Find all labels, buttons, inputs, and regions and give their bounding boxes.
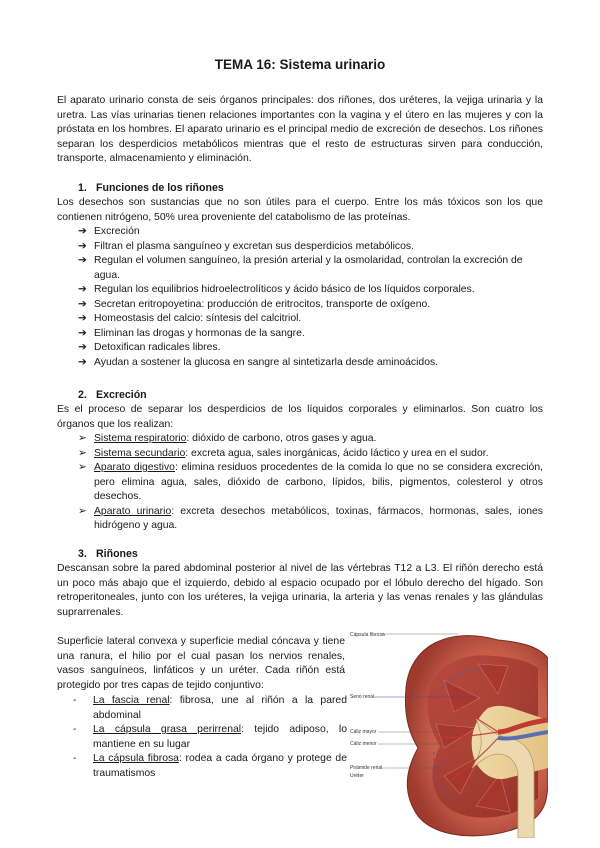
section-2-number: 2. (78, 389, 87, 401)
kidney-illustration (348, 628, 548, 838)
label-ureter: Uréter (350, 773, 364, 779)
arrow-icon: ➔ (78, 284, 87, 295)
list-item: ➢ Aparato digestivo: elimina residuos procedentes de la comida lo que no se considera excreción, pero elimina agua, sales, dióxido de carbono, lípidos, bilis, pigmentos, colesterol y otros desechos. (78, 462, 543, 502)
section-3-number: 3. (78, 548, 87, 560)
section-1-number: 1. (78, 182, 87, 194)
list-item: ➔ Secretan eritropoyetina: producción de eritrocitos, transporte de oxígeno. (78, 298, 543, 313)
list-item: ➔ Eliminan las drogas y hormonas de la sangre. (78, 327, 543, 342)
arrow-icon: ➔ (78, 240, 87, 252)
list-item: ➢ Aparato urinario: excreta desechos metabólicos, toxinas, fármacos, hormonas, sales, iones hidrógeno y agua. (78, 505, 543, 531)
arrow-icon: ➔ (78, 313, 87, 324)
page-title: TEMA 16: Sistema urinario (214, 57, 386, 72)
section-1-title: Funciones de los riñones (96, 182, 224, 194)
arrow-icon: ➔ (78, 255, 87, 266)
capsule-layers-list (57, 694, 347, 781)
arrow-icon: ➔ (78, 327, 87, 339)
section-3-text-2: Superficie lateral convexa y superficie medial cóncava y tiene una ranura, el hilio por el cual pasan los nervios renales, vasos sanguíneos, linfáticos y un uréter. Cada riñón está protegido por tres capas de tejido conjuntivo: (57, 636, 345, 691)
arrow-icon: ➔ (78, 298, 87, 310)
section-2-text: Es el proceso de separar los desperdicios de los líquidos corporales y eliminarlos. Son cuatro los órganos que los realizan: (57, 404, 543, 430)
section-3-text: Descansan sobre la pared abdominal posterior al nivel de las vértebras T12 a L3. El riñón derecho está un poco más abajo que el izquierdo, debido al espacio ocupado por el lóbulo derecho del hígado. Son retroperitoneales, junto con los uréteres, la vejiga urinaria, la arteria y las venas renales y las glándulas suprarrenales. (57, 563, 543, 618)
dash-bullet: - (73, 753, 77, 764)
label-caliz-menor: Cáliz menor (350, 741, 377, 747)
triangle-arrow-icon: ➢ (78, 462, 87, 473)
section-3-title: Riñones (96, 548, 138, 560)
triangle-arrow-icon: ➢ (78, 433, 87, 444)
triangle-arrow-icon: ➢ (78, 447, 87, 459)
list-item: ➔ Regulan los equilibrios hidroelectrolíticos y ácido básico de los líquidos corporales. (78, 283, 543, 298)
list-item: - La fascia renal: fibrosa, une al riñón a la pared abdominal (73, 695, 347, 721)
section-3-heading (78, 548, 138, 560)
excretion-organs-list (78, 432, 543, 534)
list-item: - La cápsula fibrosa: rodea a cada órgano y protege de traumatismos (73, 753, 347, 779)
section-2-title: Excreción (96, 389, 147, 401)
dash-bullet: - (73, 724, 77, 735)
functions-list (78, 225, 543, 370)
label-seno-renal: Seno renal (350, 694, 375, 700)
list-item: ➔ Homeostasis del calcio: síntesis del calcitriol. (78, 312, 543, 327)
label-piramide-renal: Pirámide renal (350, 765, 383, 771)
section-2-heading (78, 389, 147, 401)
triangle-arrow-icon: ➢ (78, 505, 87, 517)
intro-paragraph: El aparato urinario consta de seis órganos principales: dos riñones, dos uréteres, la vejiga urinaria y la uretra. Las vías urinarias tienen relaciones importantes con la vagina y el útero en las mujeres y con la próstata en los hombres. El aparato urinario es el principal medio de excreción de desechos. Los riñones separan los desperdicios metabólicos mientras que el resto de estructuras sirven para conducción, transporte, almacenamiento y eliminación. (57, 95, 543, 164)
section-1-heading (78, 182, 224, 194)
label-caliz-mayor: Cáliz mayor (350, 729, 377, 735)
list-item: ➔ Detoxifican radicales libres. (78, 341, 543, 356)
section-1-text: Los desechos son sustancias que no son útiles para el cuerpo. Entre los más tóxicos son los que contienen nitrógeno, 50% urea proveniente del catabolismo de las proteínas. (57, 197, 543, 223)
list-item: ➔ Filtran el plasma sanguíneo y excretan sus desperdicios metabólicos. (78, 240, 543, 255)
arrow-icon: ➔ (78, 356, 87, 368)
list-item: ➔ Excreción (78, 225, 543, 240)
list-item: ➢ Sistema secundario: excreta agua, sales inorgánicas, ácido láctico y urea en el sudor. (78, 447, 543, 462)
dash-bullet: - (73, 695, 77, 706)
list-item: ➔ Ayudan a sostener la glucosa en sangre al sintetizarla desde aminoácidos. (78, 356, 543, 371)
arrow-icon: ➔ (78, 342, 87, 353)
list-item: - La cápsula grasa perirrenal: tejido adiposo, lo mantiene en su lugar (73, 724, 347, 750)
list-item: ➔ Regulan el volumen sanguíneo, la presión arterial y la osmolaridad, controlan la excreción de agua. (78, 255, 523, 281)
label-capsula-fibrosa: Cápsula fibrosa (350, 632, 385, 638)
arrow-icon: ➔ (78, 226, 87, 237)
list-item: ➢ Sistema respiratorio: dióxido de carbono, otros gases y agua. (78, 432, 543, 447)
